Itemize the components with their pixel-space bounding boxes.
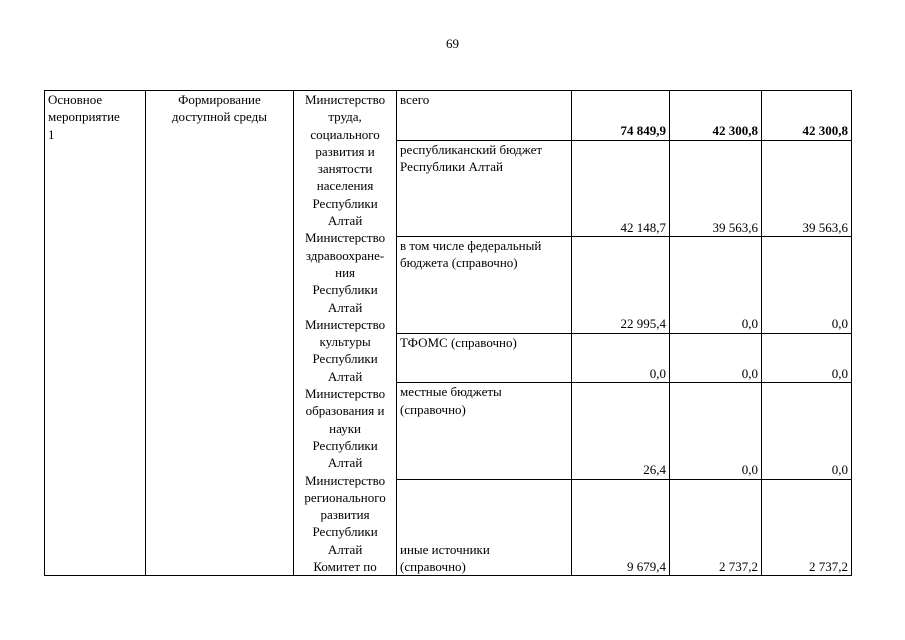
funding-value-3: 2 737,2 (762, 479, 852, 576)
agency-line: здравоохране- (305, 247, 385, 263)
agency-line: занятости (317, 161, 373, 177)
agency-line: Алтай (327, 299, 363, 315)
agency-line: Министерство (304, 316, 386, 332)
agency-line: регионального (304, 489, 386, 505)
funding-source-line: иные источники (400, 541, 490, 557)
agency-line: труда, (328, 109, 362, 125)
agency-line: социального (310, 126, 380, 142)
agency-line: Алтай (327, 368, 363, 384)
funding-value-1: 0,0 (572, 333, 669, 383)
agency-line: образования и (305, 403, 385, 419)
funding-source-line: (справочно) (400, 401, 466, 417)
funding-source-line: всего (400, 92, 430, 107)
activity-name-line: Основное (48, 92, 103, 107)
funding-value-2: 0,0 (669, 333, 761, 383)
funding-source-line: республиканский бюджет (400, 141, 543, 157)
agency-line: Министерство (304, 230, 386, 246)
funding-value-3: 0,0 (762, 237, 852, 334)
activity-title-line: Формирование (178, 92, 261, 107)
funding-value-3: 0,0 (762, 383, 852, 480)
agency-line: Алтай (327, 213, 363, 229)
agency-line: Республики (312, 195, 378, 211)
agency-line: Республики (312, 437, 378, 453)
funding-source-line: местные бюджеты (400, 384, 502, 400)
agency-line: Министерство (304, 472, 386, 488)
activity-title-cell (145, 91, 293, 576)
funding-value-1: 22 995,4 (572, 237, 669, 334)
funding-source-cell (397, 479, 572, 576)
page-number: 69 (446, 36, 459, 51)
agency-line: Комитет по (313, 559, 377, 575)
agency-line: развития (320, 507, 370, 523)
funding-source-line: в том числе федеральный (400, 238, 542, 254)
funding-value-3: 0,0 (762, 333, 852, 383)
funding-value-1: 74 849,9 (572, 91, 669, 141)
agency-line: Министерство (304, 386, 386, 402)
funding-source-cell (397, 91, 572, 141)
funding-value-2: 39 563,6 (669, 140, 761, 237)
funding-source-cell (397, 237, 572, 334)
agency-line: Министерство (304, 92, 386, 107)
funding-source-cell (397, 140, 572, 237)
activity-name-line: мероприятие (48, 109, 120, 125)
activity-name-line: 1 (48, 126, 55, 142)
funding-source-line: ТФОМС (справочно) (400, 334, 517, 350)
responsible-agencies-cell (294, 91, 397, 576)
funding-source-cell (397, 383, 572, 480)
table-row (45, 91, 852, 141)
funding-value-1: 42 148,7 (572, 140, 669, 237)
funding-value-1: 9 679,4 (572, 479, 669, 576)
agency-line: ния (335, 264, 356, 280)
agency-line: населения (316, 178, 374, 194)
funding-value-1: 26,4 (572, 383, 669, 480)
agency-line: Республики (312, 524, 378, 540)
agency-line: науки (329, 420, 361, 436)
funding-source-line: (справочно) (400, 559, 466, 575)
funding-value-2: 0,0 (669, 237, 761, 334)
agency-line: Республики (312, 351, 378, 367)
funding-source-line: Республики Алтай (400, 158, 503, 174)
funding-value-3: 42 300,8 (762, 91, 852, 141)
activity-title-line: доступной среды (171, 109, 267, 125)
funding-value-3: 39 563,6 (762, 140, 852, 237)
funding-value-2: 2 737,2 (669, 479, 761, 576)
agency-line: культуры (319, 334, 371, 350)
funding-value-2: 42 300,8 (669, 91, 761, 141)
agency-line: Алтай (327, 455, 363, 471)
funding-source-cell (397, 333, 572, 383)
agency-line: развития и (315, 143, 375, 159)
program-funding-table (44, 90, 852, 576)
funding-value-2: 0,0 (669, 383, 761, 480)
activity-name-cell (45, 91, 146, 576)
funding-source-line: бюджета (справочно) (400, 255, 518, 271)
agency-line: Алтай (327, 541, 363, 557)
agency-line: Республики (312, 282, 378, 298)
